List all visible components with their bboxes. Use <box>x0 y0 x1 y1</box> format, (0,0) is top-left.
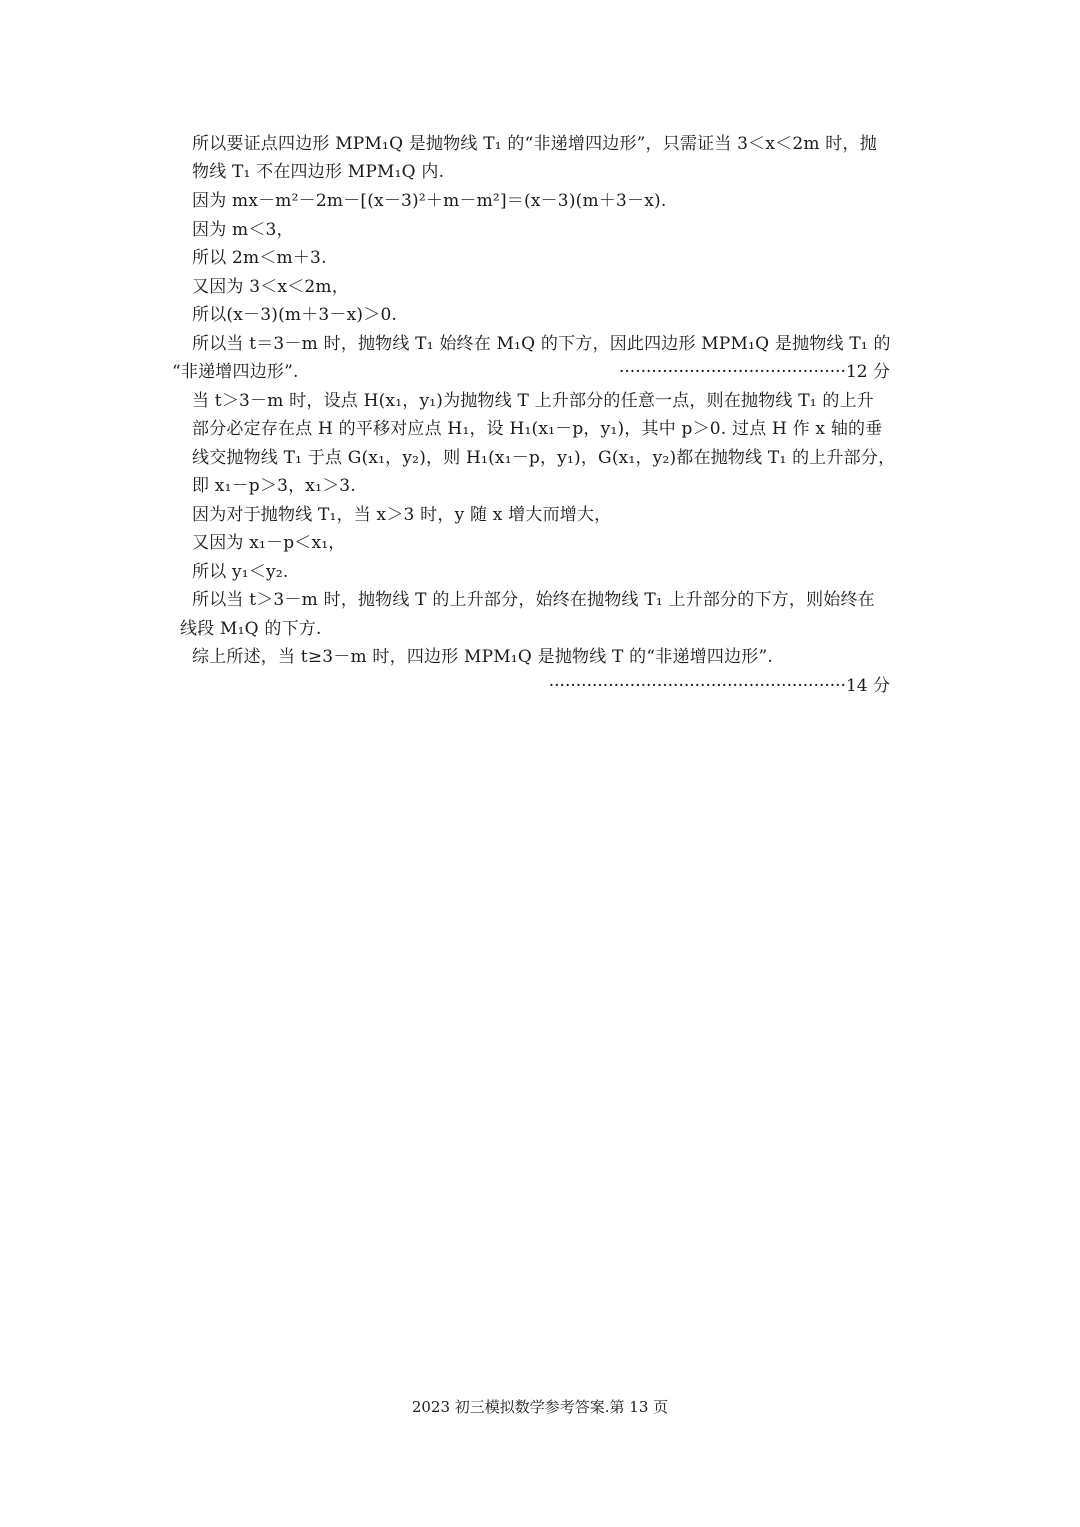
text-line: 所以当 t＞3－m 时，抛物线 T 的上升部分，始终在抛物线 T₁ 上升部分的下方，则始终在 <box>192 590 875 610</box>
text-line: 当 t＞3－m 时，设点 H(x₁，y₁)为抛物线 T 上升部分的任意一点，则在抛物线 T₁ 的上升 <box>192 391 874 411</box>
text-line: 所以(x－3)(m＋3－x)＞0. <box>192 305 398 325</box>
text-line: 因为 mx－m²－2m－[(x－3)²＋m－m²]＝(x－3)(m＋3－x). <box>192 191 667 211</box>
page-footer: 2023 初三模拟数学参考答案.第 13 页 <box>411 1398 669 1416</box>
text-line: 又因为 x₁－p＜x₁， <box>192 533 346 553</box>
text-line: 线交抛物线 T₁ 于点 G(x₁，y₂)，则 H₁(x₁－p，y₁)，G(x₁，y₂)都在抛物线 T₁ 的上升部分， <box>192 448 896 468</box>
text-line: 综上所述，当 t≥3－m 时，四边形 MPM₁Q 是抛物线 T 的“非递增四边形”. <box>192 647 773 667</box>
text-line: 又因为 3＜x＜2m， <box>192 277 349 297</box>
text-line: “非递增四边形”. <box>172 362 299 382</box>
text-line: 即 x₁－p＞3，x₁＞3. <box>192 476 356 496</box>
score-mark-14: ·······················································14 分 <box>548 676 890 696</box>
text-line: 所以 2m＜m＋3. <box>192 248 327 268</box>
score-mark-12: ··········································12 分 <box>619 362 890 382</box>
text-line: 线段 M₁Q 的下方. <box>180 619 322 639</box>
text-line: 因为 m＜3， <box>192 220 294 240</box>
text-line: 所以 y₁＜y₂. <box>192 562 289 582</box>
text-line: 所以要证点四边形 MPM₁Q 是抛物线 T₁ 的“非递增四边形”，只需证当 3＜x＜2m 时，抛 <box>192 134 877 154</box>
text-line: 所以当 t＝3－m 时，抛物线 T₁ 始终在 M₁Q 的下方，因此四边形 MPM₁Q 是抛物线 T₁ 的 <box>192 334 891 354</box>
text-line: 部分必定存在点 H 的平移对应点 H₁，设 H₁(x₁－p，y₁)，其中 p＞0. 过点 H 作 x 轴的垂 <box>192 419 883 439</box>
text-line: 物线 T₁ 不在四边形 MPM₁Q 内. <box>192 162 445 182</box>
text-line: 因为对于抛物线 T₁，当 x＞3 时，y 随 x 增大而增大， <box>192 505 612 525</box>
